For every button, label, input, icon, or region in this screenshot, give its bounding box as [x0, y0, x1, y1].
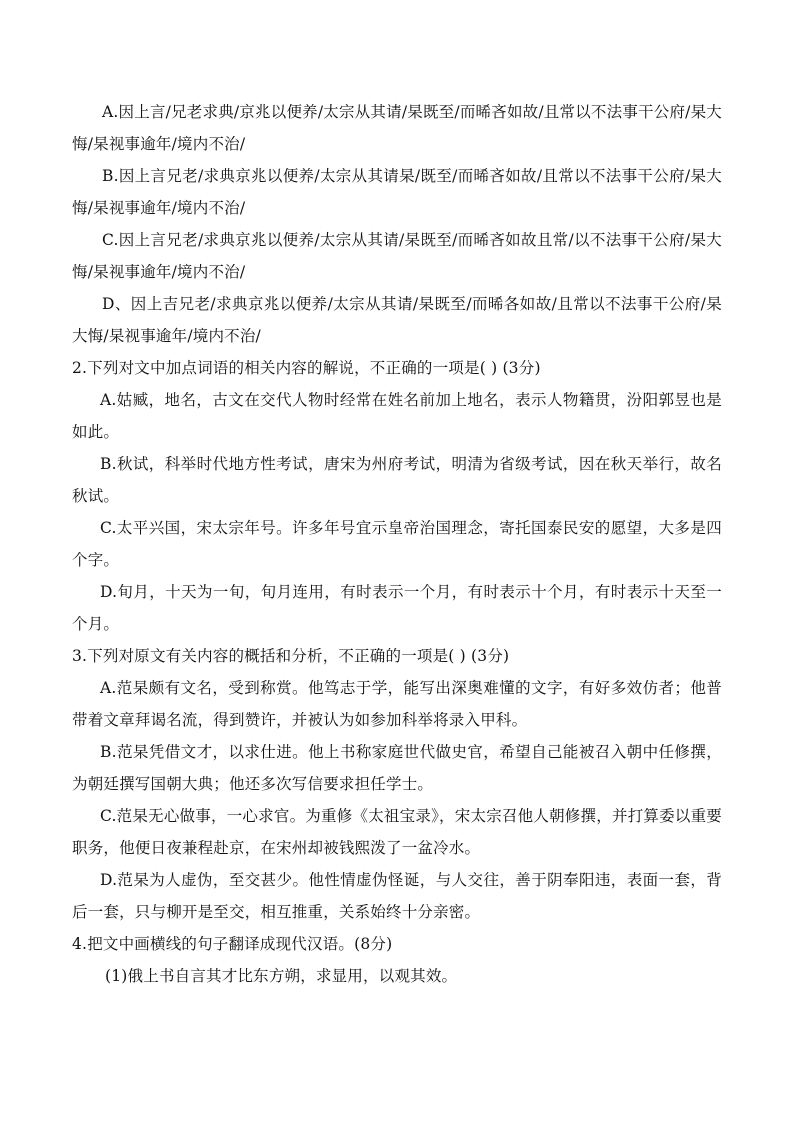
q4-stem: 4.把文中画横线的句子翻译成现代汉语。(8分) [72, 935, 393, 953]
q3-stem: 3.下列对原文有关内容的概括和分析，不正确的一项是( ) (3分) [72, 647, 510, 665]
q1-option-b: B.因上言兄老/求典京兆以便养/太宗从其请杲/既至/而晞吝如故/且常以不法事干公府/杲大悔/杲视事逾年/境内不治/ [72, 167, 722, 217]
q2-option-b: B.秋试，科举时代地方性考试，唐宋为州府考试，明清为省级考试，因在秋天举行，故名秋试。 [72, 455, 722, 505]
q3-option-c: C.范杲无心做事，一心求官。为重修《太祖宝录》，宋太宗召他人朝修撰，并打算委以重要职务，他便日夜兼程赴京，在宋州却被钱熙泼了一盆冷水。 [72, 807, 722, 857]
q2-option-a: A.姑臧，地名，古文在交代人物时经常在姓名前加上地名，表示人物籍贯，汾阳郭昱也是如此。 [72, 391, 722, 441]
q4-item-1: (1)俄上书自言其才比东方朔，求显用，以观其效。 [105, 967, 458, 985]
q1-option-c: C.因上言兄老/求典京兆以便养/太宗从其请/杲既至/而晞吝如故且常/以不法事干公府/杲大悔/杲视事逾年/境内不治/ [72, 231, 722, 281]
q3-option-a: A.范杲颇有文名，受到称赏。他笃志于学，能写出深奥难懂的文字，有好多效仿者；他普带着文章拜谒名流，得到赞许，并被认为如参加科举将录入甲科。 [72, 679, 722, 729]
q3-option-b: B.范杲凭借文才，以求仕进。他上书称家庭世代做史官，希望自己能被召入朝中任修撰，为朝廷撰写国朝大典；他还多次写信要求担任学士。 [72, 743, 722, 793]
q3-option-d: D.范杲为人虚伪，至交甚少。他性情虚伪怪诞，与人交往，善于阴奉阳违，表面一套，背后一套，只与柳开是至交，相互推重，关系始终十分亲密。 [72, 871, 722, 921]
q2-option-c: C.太平兴国，宋太宗年号。许多年号宜示皇帝治国理念，寄托国泰民安的愿望，大多是四个字。 [72, 519, 722, 569]
q2-option-d: D.旬月，十天为一旬，旬月连用，有时表示一个月，有时表示十个月，有时表示十天至一个月。 [72, 583, 722, 633]
q1-option-a: A.因上言/兄老求典/京兆以便养/太宗从其请/杲既至/而晞吝如故/且常以不法事干公府/杲大悔/杲视事逾年/境内不治/ [72, 103, 722, 153]
q2-stem: 2.下列对文中加点词语的相关内容的解说，不正确的一项是( ) (3分) [72, 359, 541, 377]
q1-option-d: D、因上吉兄老/求典京兆以便养/太宗从其请/杲既至/而晞各如故/且常以不法事干公府/杲大悔/杲视事逾年/境内不治/ [72, 295, 722, 345]
